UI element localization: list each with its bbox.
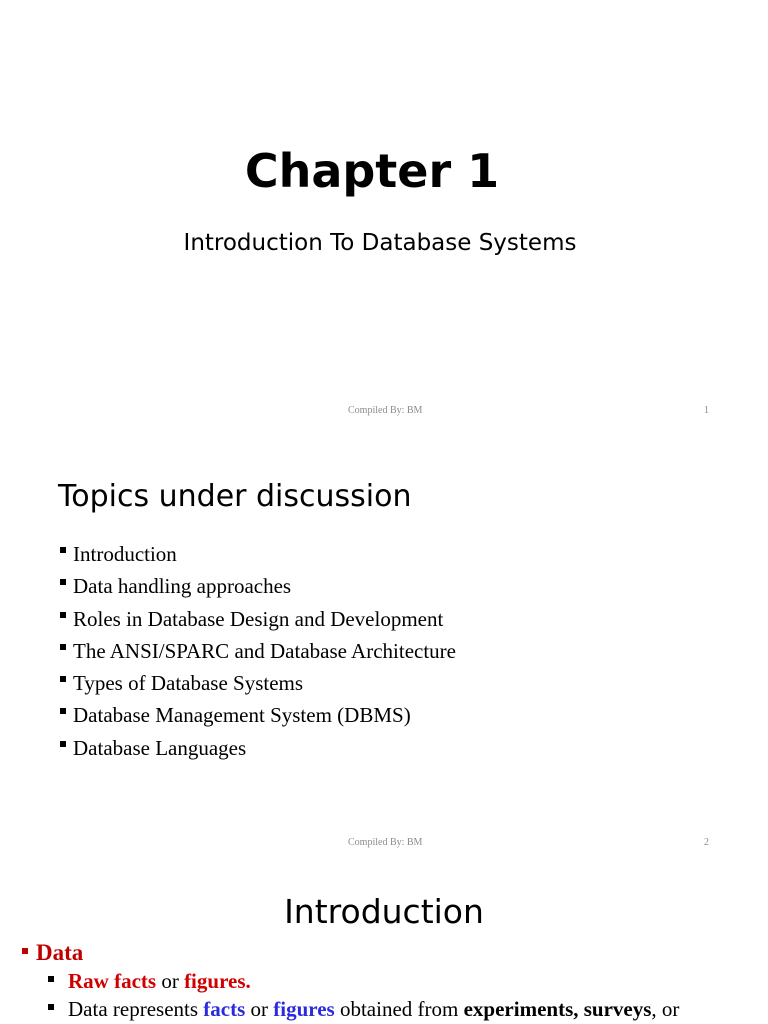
plain-text: , or	[651, 997, 680, 1021]
bullet-icon	[60, 644, 66, 650]
slide-1	[0, 0, 768, 432]
slide-subtitle: Introduction To Database Systems	[183, 230, 577, 256]
list-item	[58, 570, 456, 602]
topic-label: Roles in Database Design and Development	[73, 606, 444, 631]
emphasis-text: facts	[203, 997, 246, 1021]
slide-title: Chapter 1	[244, 144, 500, 198]
list-item	[58, 538, 456, 570]
topics-list	[58, 538, 456, 764]
bullet-icon	[60, 741, 66, 747]
footer-author: Compiled By: BM	[348, 837, 423, 848]
slide-footer	[0, 837, 768, 851]
slide-title: Introduction	[284, 892, 484, 931]
list-item	[58, 667, 456, 699]
sub-bullet-data-represents	[48, 995, 679, 1023]
list-item	[58, 603, 456, 635]
bullet-icon	[48, 976, 54, 982]
bullet-icon	[22, 948, 28, 954]
topic-label: Database Management System (DBMS)	[73, 703, 411, 728]
plain-text: or	[245, 997, 274, 1021]
topic-label: Types of Database Systems	[73, 671, 304, 696]
page-number: 2	[704, 837, 709, 848]
slide-title: Topics under discussion	[58, 479, 412, 514]
page-number: 1	[704, 405, 709, 416]
sub-bullet-raw-facts	[48, 967, 251, 995]
topic-label: The ANSI/SPARC and Database Architecture	[73, 638, 456, 663]
bullet-icon	[60, 547, 66, 553]
list-item	[58, 699, 456, 731]
topic-label: Database Languages	[73, 735, 247, 760]
emphasis-text: Raw facts	[68, 969, 157, 993]
list-item	[58, 732, 456, 764]
bullet-icon	[60, 612, 66, 618]
plain-text: obtained from	[334, 997, 464, 1021]
slide-3	[0, 865, 768, 1024]
bold-text: experiments, surveys	[463, 997, 652, 1021]
topic-label: Data handling approaches	[73, 574, 292, 599]
list-item	[58, 635, 456, 667]
bullet-icon	[60, 676, 66, 682]
emphasis-text: figures	[273, 997, 335, 1021]
emphasis-text: figures.	[184, 969, 251, 993]
plain-text: Data represents	[68, 997, 204, 1021]
slide-footer	[0, 405, 768, 419]
footer-author: Compiled By: BM	[348, 405, 423, 416]
bullet-data	[22, 939, 83, 967]
plain-text: or	[156, 969, 185, 993]
topic-label: Introduction	[73, 542, 177, 566]
slide-2	[0, 432, 768, 865]
bullet-label: Data	[36, 940, 84, 965]
bullet-icon	[60, 579, 66, 585]
bullet-icon	[60, 708, 66, 714]
bullet-icon	[48, 1004, 54, 1010]
